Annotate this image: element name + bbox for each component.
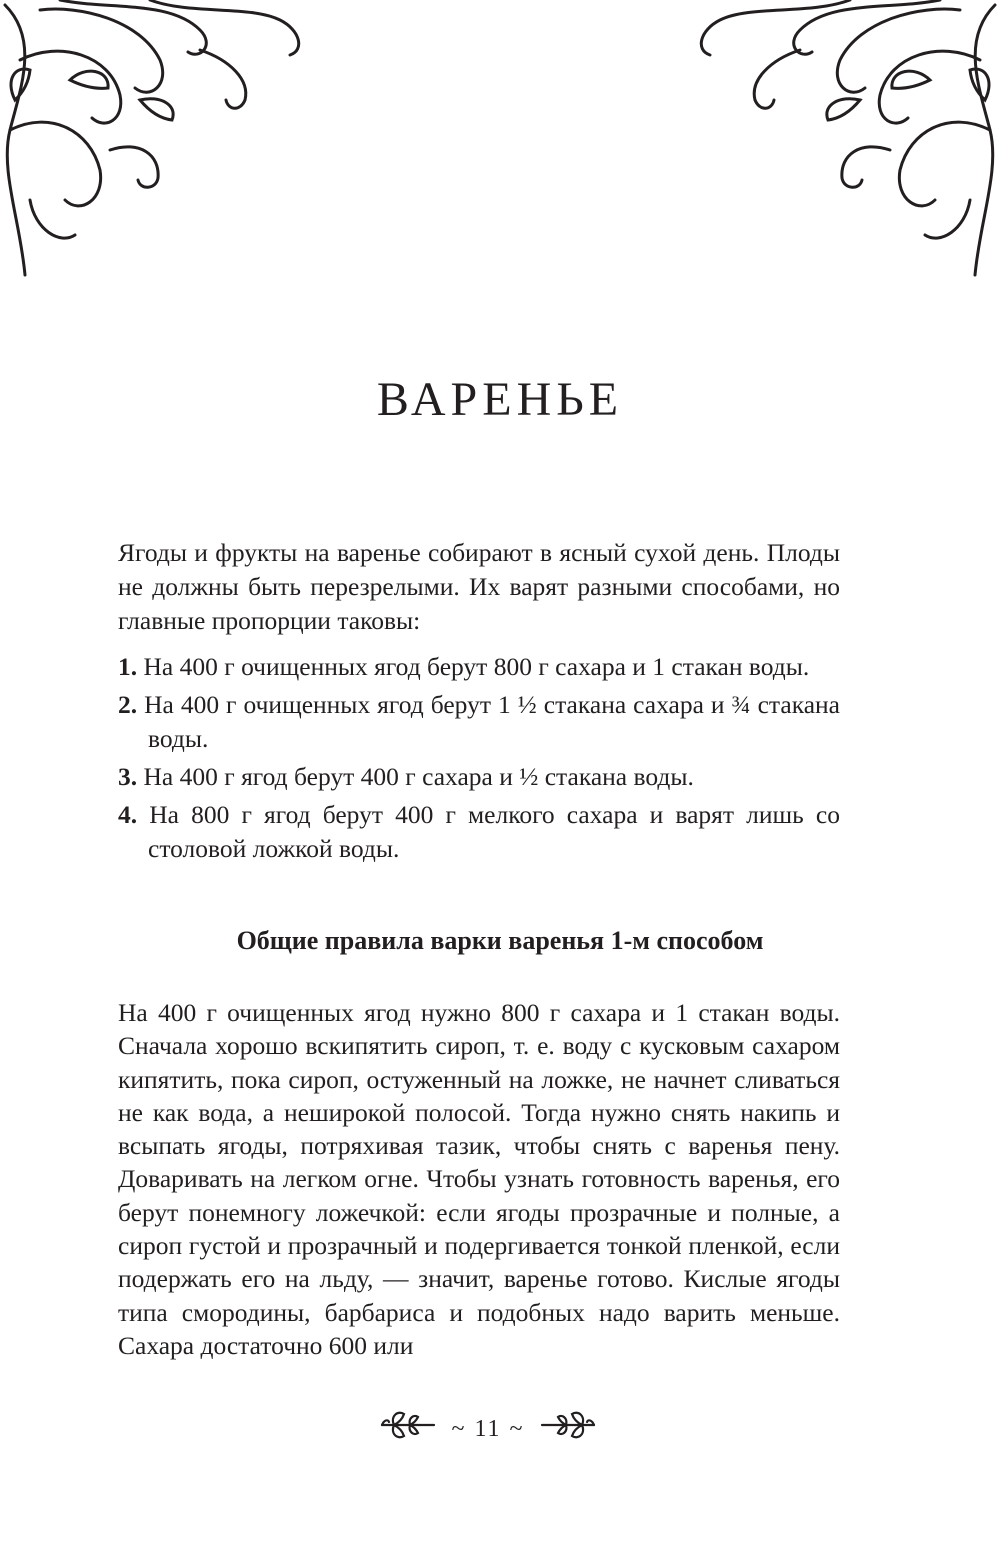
corner-ornament-left-icon <box>0 0 330 280</box>
leaf-ornament-left-icon <box>380 1408 436 1442</box>
list-item <box>118 798 840 866</box>
page-title: ВАРЕНЬЕ <box>376 373 624 426</box>
list-item-text: На 800 г ягод берут 400 г мелкого сахара и варят лишь со столовой ложкой воды. <box>148 800 840 863</box>
list-item <box>118 688 840 756</box>
section-subtitle: Общие правила варки варенья 1-м способом <box>236 926 764 955</box>
list-item <box>118 650 840 684</box>
intro-text: Ягоды и фрукты на варенье собирают в ясный сухой день. Плоды не должны быть перезрелыми. Их варят разными способами, но главные пропорции таковы: <box>118 538 840 635</box>
proportions-list <box>118 650 840 870</box>
list-item-text: На 400 г очищенных ягод берут 800 г сахара и 1 стакан воды. <box>143 652 810 681</box>
body-text: На 400 г очищенных ягод нужно 800 г сахара и 1 стакан воды. Сначала хорошо вскипятить сироп, т. е. воду с кусковым сахаром кипятить, пока сироп, остуженный на ложке, не начнет сливаться не как вода, а неширокой полосой. Тогда нужно снять накипь и всыпать ягоды, потряхивая тазик, чтобы снять с варенья пену. Доваривать на легком огне. Чтобы узнать готовность варенья, его берут понемногу ложечкой: если ягоды прозрачные и полные, а сироп густой и прозрачный и подергивается тонкой пленкой, если подержать его на льду, — значит, варенье готово. Кислые ягоды типа смородины, барбариса и подобных надо варить меньше. Сахара достаточно 600 или <box>118 998 840 1360</box>
list-item-text: На 400 г очищенных ягод берут 1 ½ стакана сахара и ¾ стакана воды. <box>144 690 840 753</box>
list-item-number: 2. <box>118 690 138 719</box>
body-paragraph <box>118 996 840 1362</box>
list-item-number: 4. <box>118 800 138 829</box>
list-item-text: На 400 г ягод берут 400 г сахара и ½ стакана воды. <box>143 762 694 791</box>
list-item-number: 3. <box>118 762 138 791</box>
list-item <box>118 760 840 794</box>
page-footer <box>0 1402 1000 1462</box>
intro-paragraph <box>118 536 840 638</box>
list-item-number: 1. <box>118 652 138 681</box>
leaf-ornament-right-icon <box>540 1408 596 1442</box>
page-number: ~ 11 ~ <box>451 1416 525 1442</box>
corner-ornament-right-icon <box>670 0 1000 280</box>
